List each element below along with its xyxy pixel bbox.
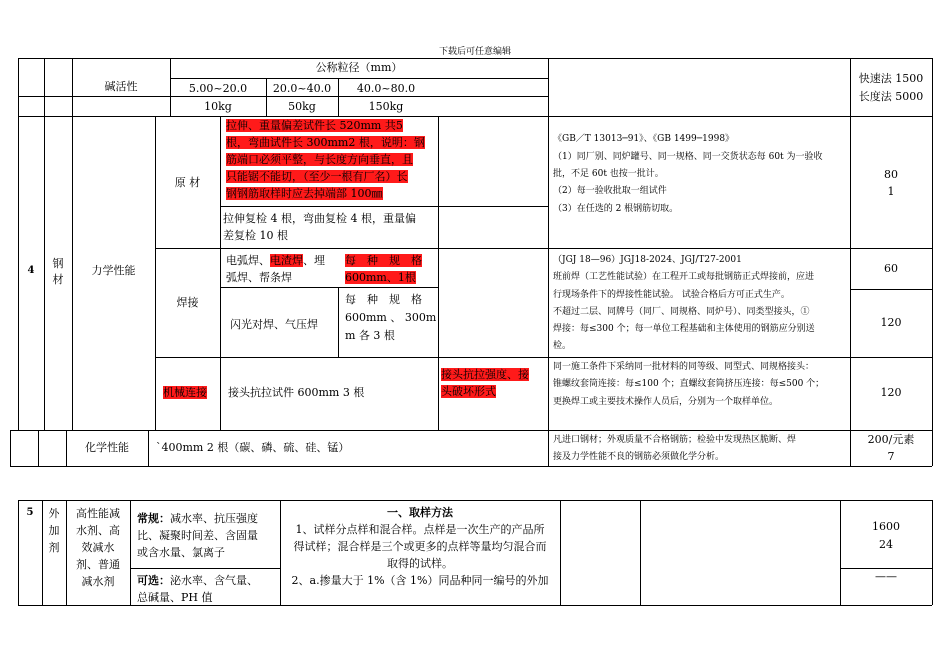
weld-std-1: （JGJ 18—96）JGJ18-2024、JGJ/T27-2001 <box>553 255 742 265</box>
optional-line-1: 泌水率、含气量、 <box>170 574 258 587</box>
raw-recheck-2: 差复检 10 根 <box>223 229 288 242</box>
raw-red-line-1: 拉伸、重量偏差试件长 520mm 共5 <box>226 119 403 132</box>
weld-price-2: 120 <box>880 316 902 329</box>
weld-type-1a: 电弧焊、 <box>226 254 270 267</box>
admix-optional-2: 总碱量、PH 值 <box>137 591 213 604</box>
weld-price-1: 60 <box>884 262 898 275</box>
mech-conn-std-1: 同一施工条件下采纳同一批材料的同等级、同型式、同规格接头： <box>553 362 815 372</box>
mech-conn-std-2: 锥螺纹套筒连接：每≤100 个；直螺纹套筒挤压连接：每≤500 个； <box>553 379 825 389</box>
chem-price-2: 7 <box>887 450 895 463</box>
raw-std-4: （2）每一验收批取一组试件 <box>553 186 667 196</box>
admix-type-3: 效减水 <box>81 541 115 554</box>
regular-label: 常规： <box>137 512 170 525</box>
raw-red-line-2: 根，弯曲试件长 300mm2 根，说明：钢 <box>226 136 425 149</box>
mech-label: 力学性能 <box>91 264 136 277</box>
admix-method-3: 取得的试样。 <box>387 557 453 570</box>
admix-method-2: 得试样；混合样是三个或更多的点样等量均匀混合而 <box>293 540 547 553</box>
weld-std-4: 不超过二层、同牌号（同厂、同规格、同炉号）、同类型接头，① <box>553 307 810 317</box>
weld-spec-1: 每 种 规 格 <box>345 293 422 306</box>
weld-spec-3: m 各 3 根 <box>345 329 395 342</box>
page-header-note: 下载后可任意编辑 <box>438 47 511 57</box>
weld-std-6: 检。 <box>553 341 572 351</box>
raw-label: 原 材 <box>174 176 201 189</box>
admix-name-1: 外 <box>48 507 60 520</box>
raw-std-2: （1）同厂别、同炉罐号、同一规格、同一交货状态每 60t 为一验收 <box>553 152 823 162</box>
alkali-method-1: 快速法 1500 <box>858 72 924 85</box>
steel-name: 钢材 <box>52 257 64 286</box>
alkali-method-2: 长度法 5000 <box>858 90 924 103</box>
mech-conn-red-1: 接头抗拉强度、接 <box>441 368 529 381</box>
mech-conn-price: 120 <box>880 386 902 399</box>
raw-price-1: 80 <box>884 168 898 181</box>
raw-std-1: 《GB／T 13013─91》、《GB 1499─1998》 <box>553 134 735 144</box>
raw-price-2: 1 <box>887 185 895 198</box>
alkali-label: 碱活性 <box>104 80 138 93</box>
optional-label: 可选： <box>137 574 170 587</box>
admix-regular-2: 比、凝聚时间差、含固量 <box>137 529 258 542</box>
chem-spec: `400mm 2 根（碳、磷、硫、硅、锰） <box>156 441 350 454</box>
weld-std-5: 焊接：每≤300 个；每一单位工程基础和主体使用的钢筋应分别送 <box>553 324 815 334</box>
weight-2: 50kg <box>288 100 316 113</box>
admix-method-title: 一、取样方法 <box>387 506 453 519</box>
range-1: 5.00~20.0 <box>188 82 248 95</box>
admix-type-5: 减水剂 <box>81 575 115 588</box>
weld-type-1-line2: 弧焊、帮条焊 <box>226 271 292 284</box>
weld-type-2: 闪光对焊、气压焊 <box>230 318 318 331</box>
admix-number: 5 <box>26 507 34 518</box>
range-3: 40.0~80.0 <box>356 82 416 95</box>
grain-size-title: 公称粒径（mm） <box>315 61 403 74</box>
raw-recheck-1: 拉伸复检 4 根，弯曲复检 4 根，重量偏 <box>223 212 416 225</box>
admix-regular-1 <box>137 510 258 527</box>
weight-1: 10kg <box>204 100 232 113</box>
weight-3: 150kg <box>368 100 404 113</box>
admix-price-1: 1600 <box>872 520 900 533</box>
admix-type-2: 水剂、高 <box>76 524 120 537</box>
weld-type-1c: 、埋 <box>303 254 325 267</box>
mech-conn-red-2: 头破坏形式 <box>441 385 496 398</box>
weld-red-line-1: 每 种 规 格 <box>345 254 422 267</box>
weld-std-2: 班前焊（工艺性能试验）在工程开工或每批钢筋正式焊接前，应进 <box>553 272 815 282</box>
raw-std-5: （3）在任选的 2 根钢筋切取。 <box>553 204 679 214</box>
admix-optional-1 <box>137 572 258 589</box>
raw-red-line-3: 筋端口必须平整，与长度方向垂直，且 <box>226 153 413 166</box>
raw-red-line-4: 只能锯不能切，（至少一根有厂名）长 <box>226 170 408 183</box>
chem-std-2: 接及力学性能不良的钢筋必须做化学分析。 <box>553 452 725 462</box>
admix-name-3: 剂 <box>48 541 60 554</box>
mech-conn-spec: 接头抗拉试件 600mm 3 根 <box>228 386 365 399</box>
admix-method-1: 1、试样分点样和混合样。点样是一次生产的产品所 <box>295 523 545 536</box>
range-2: 20.0~40.0 <box>272 82 332 95</box>
chem-price-1: 200/元素 <box>867 433 915 446</box>
weld-type-1 <box>226 254 325 268</box>
mech-conn-label: 机械连接 <box>163 386 207 399</box>
admix-price-3: —— <box>875 570 897 583</box>
admix-price-2: 24 <box>879 538 893 551</box>
regular-line-1: 减水率、抗压强度 <box>170 512 258 525</box>
admix-regular-3: 或含水量、氯离子 <box>137 546 225 559</box>
weld-red-line-2: 600mm、1根 <box>345 271 416 284</box>
steel-number: 4 <box>27 265 35 276</box>
weld-type-1b: 电渣焊 <box>270 254 303 267</box>
raw-red-line-5: 钢钢筋取样时应去掉端部 100㎜ <box>226 187 383 200</box>
admix-type-1: 高性能减 <box>76 507 120 520</box>
mech-conn-std-3: 更换焊工或主要技术操作人员后，分别为一个取样单位。 <box>553 397 779 407</box>
chem-label: 化学性能 <box>85 441 129 454</box>
weld-label: 焊接 <box>176 296 199 309</box>
admix-method-4: 2、a.掺量大于 1%（含 1%）同品种同一编号的外加 <box>291 574 549 587</box>
admix-type-4: 剂、普通 <box>76 558 120 571</box>
chem-std-1: 凡进口钢材；外观质量不合格钢筋；检验中发现热区脆断、焊 <box>553 435 797 445</box>
raw-std-3: 批，不足 60t 也按一批计。 <box>553 169 664 179</box>
weld-spec-2: 600mm 、 300m <box>345 311 437 324</box>
weld-std-3: 行现场条件下的焊接性能试验。 试验合格后方可正式生产。 <box>553 290 790 300</box>
admix-name-2: 加 <box>48 524 60 537</box>
